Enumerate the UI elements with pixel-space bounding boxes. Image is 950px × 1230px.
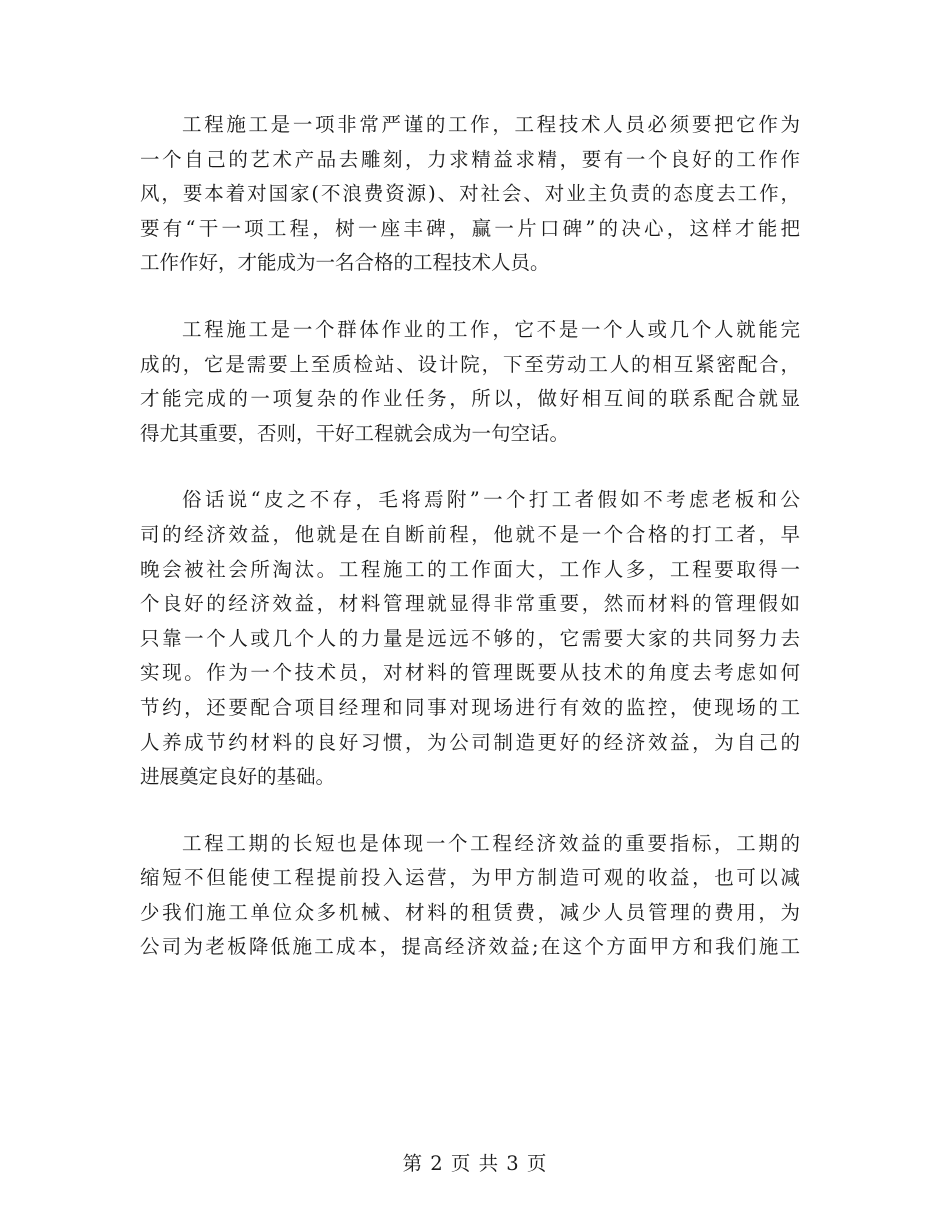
text-line: 工作作好，才能成为一名合格的工程技术人员。 [140,251,550,275]
text-line: 风，要本着对国家(不浪费资源)、对社会、对业主负责的态度去工作， [140,182,800,206]
text-line: 个良好的经济效益，材料管理就显得非常重要，然而材料的管理假如 [140,592,800,616]
text-line: 工程工期的长短也是体现一个工程经济效益的重要指标，工期的 [182,831,800,855]
text-line: 司的经济效益，他就是在自断前程，他就不是一个合格的打工者，早 [140,522,800,546]
text-line: 进展奠定良好的基础。 [140,765,336,789]
text-line: 少我们施工单位众多机械、材料的租赁费，减少人员管理的费用，为 [140,900,800,924]
paragraph-3 [140,483,800,794]
page-number-footer: 第 2 页 共 3 页 [402,1152,548,1175]
text-line: 得尤其重要，否则，干好工程就会成为一句空话。 [140,421,570,445]
text-line: 工程施工是一项非常严谨的工作，工程技术人员必须要把它作为 [182,113,800,136]
text-line: 工程施工是一个群体作业的工作，它不是一个人或几个人就能完 [182,317,800,341]
document-body [140,108,800,997]
text-line: 晚会被社会所淘汰。工程施工的工作面大，工作人多，工程要取得一 [140,557,800,581]
text-line: 公司为老板降低施工成本，提高经济效益;在这个方面甲方和我们施工 [140,935,800,959]
text-line: 只靠一个人或几个人的力量是远远不够的，它需要大家的共同努力去 [140,626,800,650]
text-line: 人养成节约材料的良好习惯，为公司制造更好的经济效益，为自己的 [140,730,800,754]
paragraph-4 [140,827,800,965]
text-line: 缩短不但能使工程提前投入运营，为甲方制造可观的收益，也可以减 [140,866,800,890]
text-line: 成的，它是需要上至质检站、设计院，下至劳动工人的相互紧密配合， [140,352,800,376]
text-line: 实现。作为一个技术员，对材料的管理既要从技术的角度去考虑如何 [140,661,800,685]
text-line: 俗话说“皮之不存，毛将焉附”一个打工者假如不考虑老板和公 [182,488,800,512]
paragraph-2 [140,313,800,451]
text-line: 要有“干一项工程，树一座丰碑，赢一片口碑”的决心，这样才能把 [140,216,800,240]
text-line: 节约，还要配合项目经理和同事对现场进行有效的监控，使现场的工 [140,695,800,719]
text-line: 才能完成的一项复杂的作业任务，所以，做好相互间的联系配合就显 [140,387,800,411]
paragraph-1 [140,108,800,281]
text-line: 一个自己的艺术产品去雕刻，力求精益求精，要有一个良好的工作作 [140,147,800,171]
